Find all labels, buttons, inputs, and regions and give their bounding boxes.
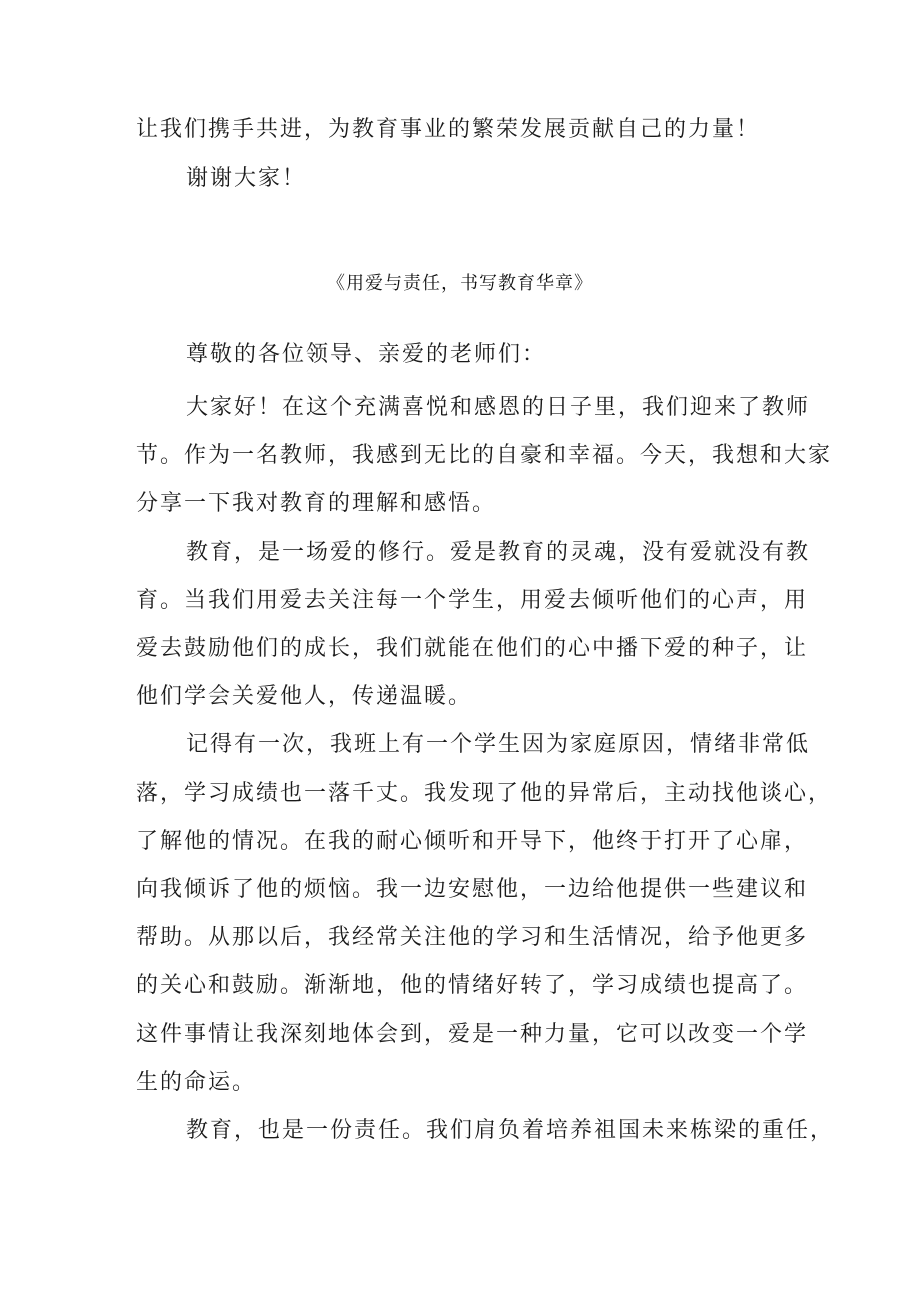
paragraph-3-line-8: 生的命运。 [136,1070,257,1095]
paragraph-3-line-2: 落，学习成绩也一落千丈。我发现了他的异常后，主动找他谈心， [136,781,833,806]
paragraph-3-line-5: 帮助。从那以后，我经常关注他的学习和生活情况，给予他更多 [136,925,809,950]
paragraph-3-line-1: 记得有一次，我班上有一个学生因为家庭原因，情绪非常低 [186,732,811,757]
closing-line: 让我们携手共进，为教育事业的繁荣发展贡献自己的力量！ [136,117,761,142]
paragraph-3-line-6: 的关心和鼓励。渐渐地，他的情绪好转了，学习成绩也提高了。 [136,973,809,998]
paragraph-4-line-1: 教育，也是一份责任。我们肩负着培养祖国未来栋梁的重任， [186,1118,835,1143]
paragraph-3-line-7: 这件事情让我深刻地体会到，爱是一种力量，它可以改变一个学 [136,1022,809,1047]
paragraph-1-line-1: 大家好！在这个充满喜悦和感恩的日子里，我们迎来了教师 [186,395,811,420]
paragraph-2-line-4: 他们学会关爱他人，传递温暖。 [136,684,473,709]
paragraph-3-line-3: 了解他的情况。在我的耐心倾听和开导下，他终于打开了心扉， [136,829,809,854]
paragraph-1-line-3: 分享一下我对教育的理解和感悟。 [136,491,497,516]
paragraph-2-line-1: 教育，是一场爱的修行。爱是教育的灵魂，没有爱就没有教 [186,540,811,565]
paragraph-2-line-3: 爱去鼓励他们的成长，我们就能在他们的心中播下爱的种子，让 [136,636,809,661]
paragraph-1-line-2: 节。作为一名教师，我感到无比的自豪和幸福。今天，我想和大家 [136,443,833,468]
paragraph-3-line-4: 向我倾诉了他的烦恼。我一边安慰他，一边给他提供一些建议和 [136,877,809,902]
salutation: 尊敬的各位领导、亲爱的老师们： [186,342,547,367]
paragraph-2-line-2: 育。当我们用爱去关注每一个学生，用爱去倾听他们的心声，用 [136,588,809,613]
speech-title: 《用爱与责任，书写教育华章》 [327,273,593,294]
thanks-line: 谢谢大家！ [186,166,307,191]
